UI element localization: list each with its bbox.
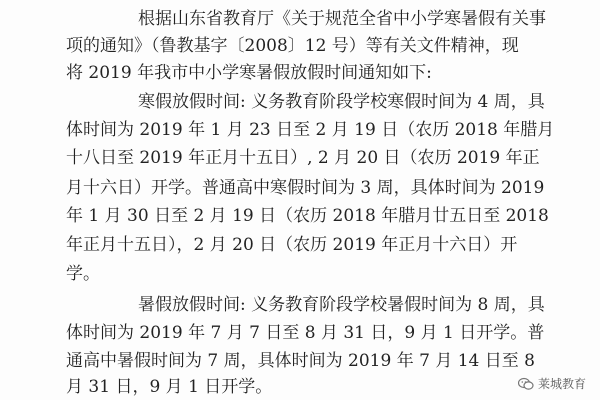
paragraph-line: 通高中暑假时间为 7 周，具体时间为 2019 年 7 月 14 日至 8 — [66, 351, 535, 371]
paragraph-line: 寒假放假时间: 义务教育阶段学校寒假时间为 4 周，具 — [138, 92, 545, 112]
paragraph-line: 体时间为 2019 年 7 月 7 日至 8 月 31 日，9 月 1 日开学。普 — [66, 323, 545, 343]
paragraph-line: 年正月十五日），2 月 20 日（农历 2019 年正月十六日）开 — [66, 235, 518, 255]
paragraph-line: 年 1 月 30 日至 2 月 19 日（农历 2018 年腊月廿五日至 2018 — [66, 206, 549, 226]
paragraph-line: 月 31 日，9 月 1 日开学。 — [66, 377, 273, 397]
watermark — [518, 375, 586, 392]
paragraph-line: 暑假放假时间: 义务教育阶段学校暑假时间为 8 周，具 — [138, 295, 545, 315]
paragraph-line: 将 2019 年我市中小学寒暑假放假时间通知如下: — [66, 63, 432, 83]
wechat-icon — [518, 377, 534, 391]
watermark-text: 莱城教育 — [537, 377, 586, 391]
paragraph-line: 十八日至 2019 年正月十五日）, 2 月 20 日（农历 2019 年正 — [66, 148, 540, 168]
paragraph-line: 月十六日）开学。普通高中寒假时间为 3 周，具体时间为 2019 — [66, 178, 545, 198]
paragraph-line: 根据山东省教育厅《关于规范全省中小学寒暑假有关事 — [138, 9, 546, 29]
paragraph-line: 体时间为 2019 年 1 月 23 日至 2 月 19 日（农历 2018 年腊月 — [66, 120, 555, 140]
paragraph-line: 项的通知》（鲁教基字〔2008〕12 号）等有关文件精神，现 — [66, 36, 519, 56]
paragraph-line: 学。 — [66, 264, 100, 284]
